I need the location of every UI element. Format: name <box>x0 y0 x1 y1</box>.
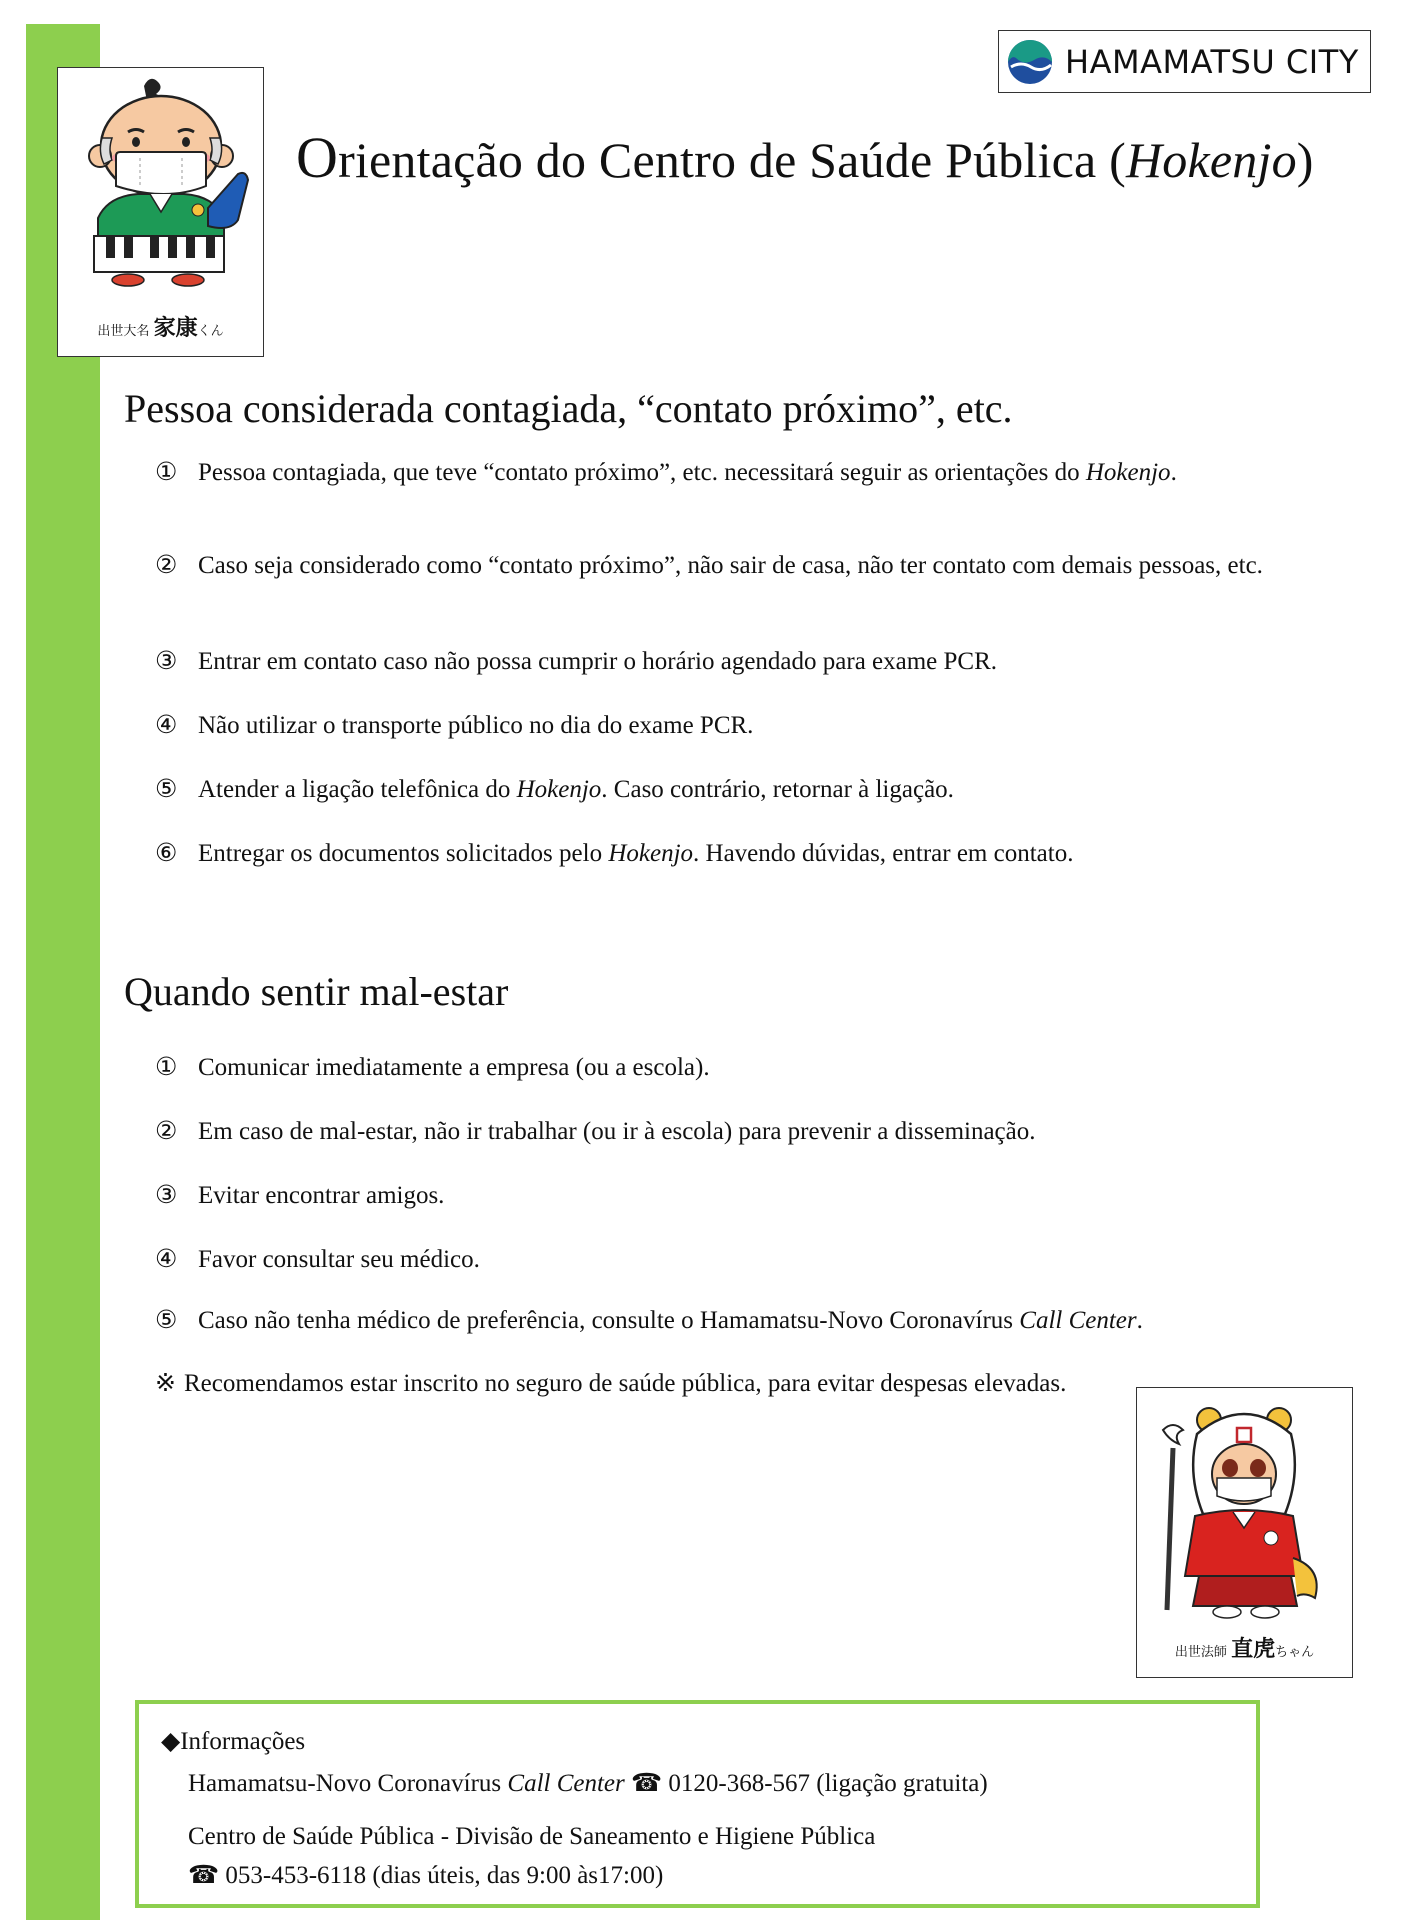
item-text-part: Entregar os documentos solicitados pelo <box>198 840 609 867</box>
call-center-label: Hamamatsu-Novo Coronavírus <box>188 1770 508 1797</box>
call-center-italic: Call Center <box>507 1770 625 1797</box>
list-item <box>155 771 1280 808</box>
item-text-part: Entrar em contato caso não possa cumprir o horário agendado para exame PCR. <box>198 648 998 675</box>
item-text-italic: Hokenjo <box>516 776 602 803</box>
naotora-chan-name: 直虎 <box>1231 1637 1276 1662</box>
division-phone-line <box>188 1860 663 1890</box>
item-text-part: Pessoa contagiada, que teve “contato próximo”, etc. necessitará seguir as orientações do <box>198 459 1086 486</box>
hamamatsu-city-logo <box>998 30 1371 93</box>
item-text-part: Atender a ligação telefônica do <box>198 776 517 803</box>
list-item <box>155 835 1280 872</box>
ieyasu-kun-mascot-icon <box>58 68 263 308</box>
list-item <box>155 1241 1280 1278</box>
item-text <box>198 1113 1280 1150</box>
item-number: ⑥ <box>155 840 178 867</box>
item-text-part: . <box>1170 459 1177 486</box>
hamamatsu-wave-logo-icon <box>1007 39 1053 85</box>
item-number: ④ <box>155 712 178 739</box>
phone-icon: ☎ <box>188 1862 220 1889</box>
naotora-chan-mascot-icon <box>1137 1388 1352 1628</box>
item-text-part: . Caso contrário, retornar à ligação. <box>601 776 954 803</box>
item-number: ⑤ <box>155 776 178 803</box>
logo-text: HAMAMATSU CITY <box>1065 42 1359 81</box>
title-first-letter: O <box>296 125 339 190</box>
phone-icon: ☎ <box>631 1770 663 1797</box>
ieyasu-kun-suffix: くん <box>197 324 224 339</box>
ieyasu-kun-caption <box>58 311 263 342</box>
title-main: rientação do Centro de Saúde Pública ( <box>338 132 1126 188</box>
list-item <box>155 547 1280 584</box>
naotora-chan-suffix: ちゃん <box>1275 1645 1315 1660</box>
list-item <box>155 454 1280 491</box>
note-mark: ※ <box>155 1370 176 1397</box>
item-number: ② <box>155 1118 178 1145</box>
item-text <box>198 707 1280 744</box>
item-text-part: Caso não tenha médico de preferência, consulte o Hamamatsu-Novo Coronavírus <box>198 1307 1020 1334</box>
section-heading-unwell: Quando sentir mal-estar <box>124 969 509 1014</box>
item-text <box>198 547 1280 584</box>
insurance-note <box>155 1362 1115 1405</box>
item-text <box>198 1177 1280 1214</box>
naotora-chan-title: 出世法師 <box>1174 1645 1227 1660</box>
item-text-part: Favor consultar seu médico. <box>198 1246 480 1273</box>
item-text-part: Caso seja considerado como “contato próximo”, não sair de casa, não ter contato com demais pessoas, etc. <box>198 552 1263 579</box>
ieyasu-kun-title: 出世大名 <box>97 324 150 339</box>
info-heading: ◆Informações <box>161 1728 306 1755</box>
info-box <box>135 1700 1260 1908</box>
division-phone: 053-453-6118 (dias úteis, das 9:00 às17:00) <box>219 1862 664 1889</box>
item-text-part: . <box>1136 1307 1143 1334</box>
page-title <box>296 124 1314 191</box>
section-heading-contact: Pessoa considerada contagiada, “contato próximo”, etc. <box>124 386 1013 431</box>
call-center-line <box>188 1768 988 1798</box>
list-item <box>155 643 1280 680</box>
item-text-part: . Havendo dúvidas, entrar em contato. <box>693 840 1074 867</box>
item-text-part: Comunicar imediatamente a empresa (ou a escola). <box>198 1054 710 1081</box>
item-text-part: Em caso de mal-estar, não ir trabalhar (ou ir à escola) para prevenir a disseminação. <box>198 1118 1036 1145</box>
list-item <box>155 1049 1280 1086</box>
item-number: ① <box>155 1054 178 1081</box>
item-text <box>198 643 1280 680</box>
item-text-part: Evitar encontrar amigos. <box>198 1182 445 1209</box>
list-item <box>155 1113 1280 1150</box>
item-text <box>198 1302 1280 1339</box>
item-number: ① <box>155 459 178 486</box>
item-number: ⑤ <box>155 1307 178 1334</box>
item-text-part: Não utilizar o transporte público no dia do exame PCR. <box>198 712 754 739</box>
item-text-italic: Call Center <box>1019 1307 1137 1334</box>
list-item <box>155 1302 1280 1339</box>
item-number: ③ <box>155 1182 178 1209</box>
item-text <box>198 771 1280 808</box>
item-text <box>198 835 1280 872</box>
division-line: Centro de Saúde Pública - Divisão de Saneamento e Higiene Pública <box>188 1823 876 1850</box>
list-item <box>155 707 1280 744</box>
naotora-chan-caption <box>1137 1632 1352 1663</box>
item-text <box>198 1241 1280 1278</box>
note-text: Recomendamos estar inscrito no seguro de saúde pública, para evitar despesas elevadas. <box>184 1370 1067 1397</box>
title-italic: Hokenjo <box>1126 132 1297 188</box>
call-center-phone: 0120-368-567 (ligação gratuita) <box>662 1770 988 1797</box>
mascot-ieyasu-kun <box>57 67 264 357</box>
item-number: ③ <box>155 648 178 675</box>
list-item <box>155 1177 1280 1214</box>
ieyasu-kun-name: 家康 <box>153 316 198 341</box>
item-text <box>198 454 1280 491</box>
item-text <box>198 1049 1280 1086</box>
item-number: ④ <box>155 1246 178 1273</box>
item-text-italic: Hokenjo <box>1085 459 1171 486</box>
item-text-italic: Hokenjo <box>608 840 694 867</box>
mascot-naotora-chan <box>1136 1387 1353 1678</box>
item-number: ② <box>155 552 178 579</box>
title-end: ) <box>1296 132 1314 188</box>
